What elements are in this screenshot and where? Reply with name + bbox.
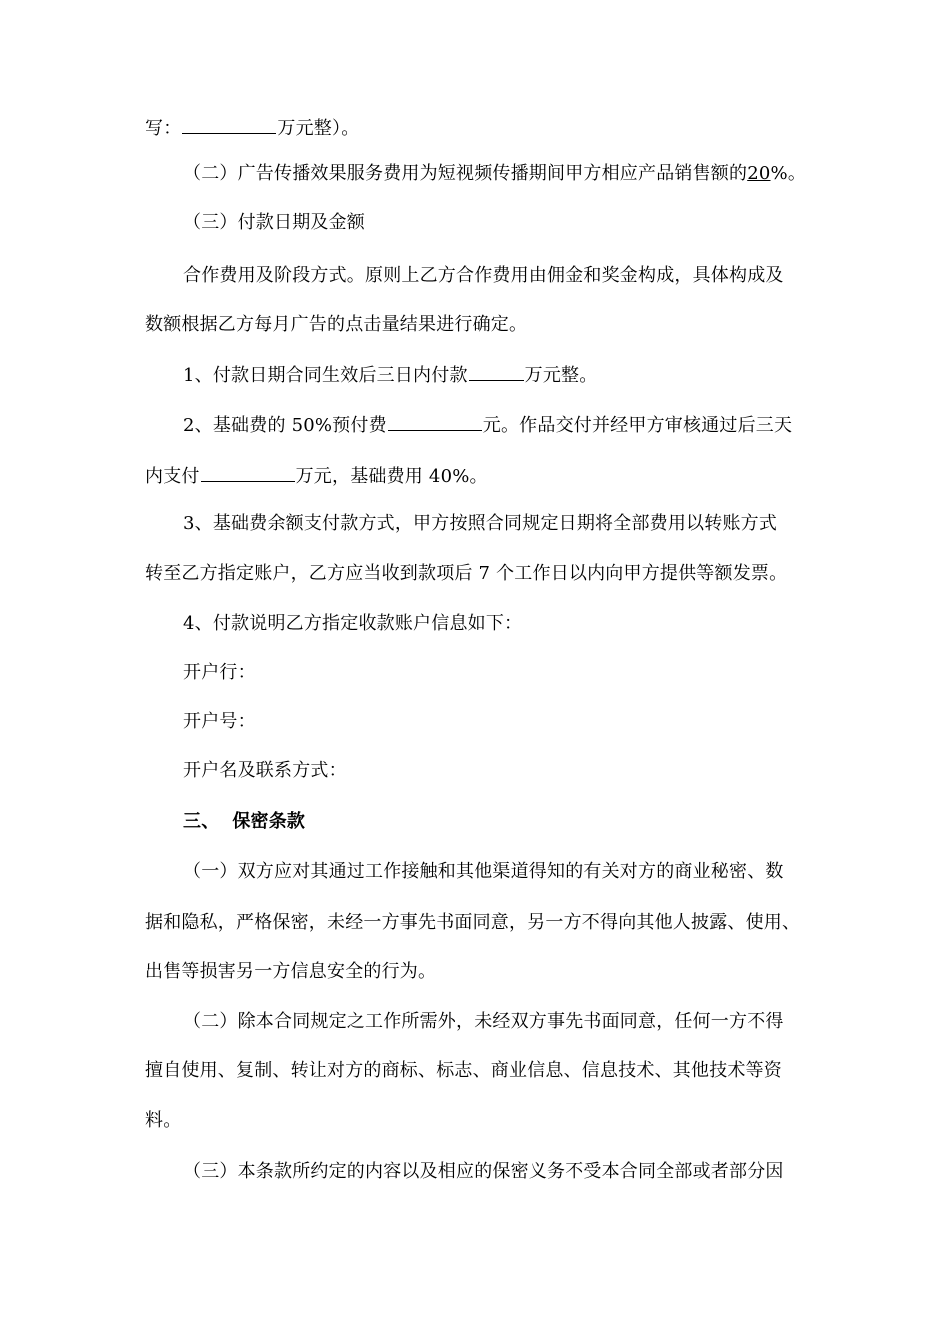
text: 写： [145, 118, 182, 139]
text: 元。作品交付并经甲方审核通过后三天 [482, 415, 793, 436]
fill-in-blank [469, 361, 524, 381]
underlined-percentage: 20 [747, 163, 771, 184]
paragraph-line [145, 462, 488, 489]
text: 1、付款日期合同生效后三日内付款 [183, 365, 468, 386]
paragraph-line: （三）本条款所约定的内容以及相应的保密义务不受本合同全部或者部分因 [183, 1161, 784, 1182]
paragraph-line: 3、基础费余额支付款方式，甲方按照合同规定日期将全部费用以转账方式 [183, 513, 778, 534]
section-heading: 三、 保密条款 [183, 811, 306, 832]
paragraph-line: 据和隐私，严格保密，未经一方事先书面同意，另一方不得向其他人披露、使用、 [145, 912, 801, 933]
paragraph-line: 料。 [145, 1110, 182, 1131]
paragraph-line: （二）除本合同规定之工作所需外，未经双方事先书面同意，任何一方不得 [183, 1011, 784, 1032]
bank-field-label: 开户名及联系方式： [183, 760, 347, 781]
bank-field-label: 开户号： [183, 711, 256, 732]
paragraph-line [183, 411, 792, 438]
text: 万元，基础费用 40%。 [295, 466, 488, 487]
section-subheading: （三）付款日期及金额 [183, 212, 365, 233]
paragraph-line: 出售等损害另一方信息安全的行为。 [145, 961, 437, 982]
text: （二）广告传播效果服务费用为短视频传播期间甲方相应产品销售额的 [183, 163, 748, 184]
paragraph-line: （一）双方应对其通过工作接触和其他渠道得知的有关对方的商业秘密、数 [183, 861, 784, 882]
paragraph-line: 4、付款说明乙方指定收款账户信息如下： [183, 613, 523, 634]
paragraph-line: 转至乙方指定账户，乙方应当收到款项后 7 个工作日以内向甲方提供等额发票。 [145, 563, 788, 584]
paragraph-line: 合作费用及阶段方式。原则上乙方合作费用由佣金和奖金构成，具体构成及 [183, 265, 784, 286]
text: 2、基础费的 50%预付费 [183, 415, 387, 436]
paragraph-line: 擅自使用、复制、转让对方的商标、标志、商业信息、信息技术、其他技术等资 [145, 1060, 782, 1081]
paragraph-line: 数额根据乙方每月广告的点击量结果进行确定。 [145, 314, 528, 335]
text: 万元整。 [524, 365, 598, 386]
fill-in-blank [182, 114, 276, 134]
fill-in-blank [388, 411, 482, 431]
paragraph-line [183, 162, 806, 186]
text: 万元整）。 [277, 118, 360, 139]
fill-in-blank [201, 462, 295, 482]
text: 内支付 [145, 466, 200, 487]
bank-field-label: 开户行： [183, 662, 256, 683]
paragraph-line [145, 114, 359, 141]
paragraph-line [183, 361, 597, 388]
text: %。 [770, 163, 807, 184]
